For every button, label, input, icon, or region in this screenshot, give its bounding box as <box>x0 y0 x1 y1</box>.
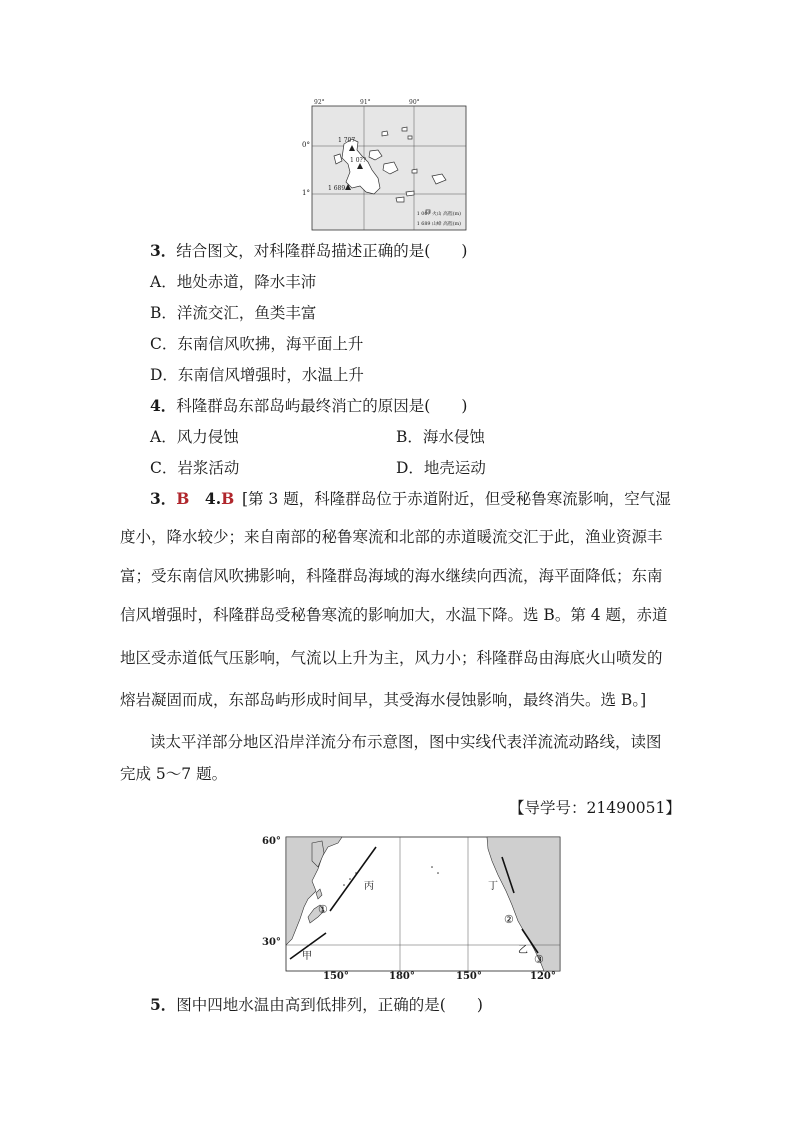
genovesa-island <box>402 127 407 131</box>
q3-number: 3． <box>150 241 177 260</box>
answer-line-1: 度小，降水较少；来自南部的秘鲁寒流和北部的赤道暖流交汇于此，渔业资源丰 <box>120 528 663 546</box>
current-label-2: ② <box>504 913 514 926</box>
q5-stem-text: 图中四地水温由高到低排列，正确的是( ) <box>176 996 483 1014</box>
q4-stem <box>150 396 467 416</box>
pinta-island <box>408 136 412 139</box>
answer-q3: B <box>176 489 190 508</box>
q3-option-c: C．东南信风吹拂，海平面上升 <box>150 335 364 353</box>
answer-q4: B <box>221 489 235 508</box>
map2-lat-60: 60° <box>262 836 281 847</box>
q5-number: 5． <box>150 995 177 1014</box>
pacific-currents-map <box>282 833 564 985</box>
lon-label: 91° <box>360 99 371 106</box>
q3-stem <box>150 241 467 261</box>
map2-lon-180: 180° <box>389 971 415 982</box>
q3-option-a: A．地处赤道，降水丰沛 <box>150 273 317 291</box>
place-label-jia: 甲 <box>302 951 312 962</box>
answer-line-4: 地区受赤道低气压影响，气流以上升为主，风力小；科隆群岛由海底火山喷发的 <box>120 649 663 667</box>
lon-label: 92° <box>314 99 325 106</box>
current-label-3: ③ <box>534 953 544 966</box>
map2-lat-30: 30° <box>262 937 281 948</box>
place-label-bing: 丙 <box>364 881 374 892</box>
elevation-label: 1 707 <box>338 137 356 144</box>
elevation-label: 1 689 <box>328 185 346 192</box>
place-label-yi: 乙 <box>518 945 528 956</box>
marchena-island <box>382 131 388 136</box>
map2-lon-150w: 150° <box>456 971 482 982</box>
answer-line-3: 信风增强时，科隆群岛受秘鲁寒流的影响加大，水温下降。选 B。第 4 题，赤道 <box>120 606 668 624</box>
q3-option-d: D．东南信风增强时，水温上升 <box>150 366 364 384</box>
lon-label: 90° <box>409 99 420 106</box>
q3-option-b: B．洋流交汇，鱼类丰富 <box>150 304 317 322</box>
q4-option-d: D．地壳运动 <box>396 459 486 477</box>
answer-line-5: 熔岩凝固而成，东部岛屿形成时间早，其受海水侵蚀影响，最终消失。选 B。] <box>120 691 647 709</box>
lat-label-0: 0° <box>302 141 310 149</box>
q3-stem-text: 结合图文，对科隆群岛描述正确的是( ) <box>176 242 468 260</box>
current-label-1: ① <box>318 903 328 916</box>
answer-q3-label: 3． <box>150 489 177 508</box>
answer-q4-label: 4. <box>204 489 222 508</box>
map2-lon-150e: 150° <box>323 971 349 982</box>
q4-option-c: C．岩浆活动 <box>150 459 240 477</box>
place-label-ding: 丁 <box>488 881 498 892</box>
answer-text: [第 3 题，科隆群岛位于赤道附近，但受秘鲁寒流影响，空气湿 <box>241 490 671 508</box>
answer-line-0 <box>150 489 671 509</box>
q4-stem-text: 科隆群岛东部岛屿最终消亡的原因是( ) <box>176 397 468 415</box>
answer-line-2: 富；受东南信风吹拂影响，科隆群岛海域的海水继续向西流，海平面降低；东南 <box>120 567 663 585</box>
map2-lon-120w: 120° <box>530 971 556 982</box>
guide-number: 【导学号：21490051】 <box>509 799 681 817</box>
galapagos-map <box>312 99 466 230</box>
floreana-island <box>396 197 404 202</box>
q4-option-b: B．海水侵蚀 <box>396 428 485 446</box>
legend-peak: 1 689 山峰 高程(m) <box>416 222 461 227</box>
q4-number: 4． <box>150 396 177 415</box>
espanola-island <box>406 191 414 196</box>
lat-label-1: 1° <box>302 189 310 197</box>
intro-line-1: 完成 5～7 题。 <box>120 765 228 783</box>
q4-option-a: A．风力侵蚀 <box>150 428 239 446</box>
santa-fe-island <box>412 169 417 173</box>
q5-stem <box>150 995 483 1015</box>
elevation-label: 1 0?? <box>350 157 366 164</box>
intro-line-0: 读太平洋部分地区沿岸洋流分布示意图，图中实线代表洋流流动路线，读图 <box>150 733 662 751</box>
legend-volcano: 1 067 火山 高程(m) <box>416 212 461 217</box>
